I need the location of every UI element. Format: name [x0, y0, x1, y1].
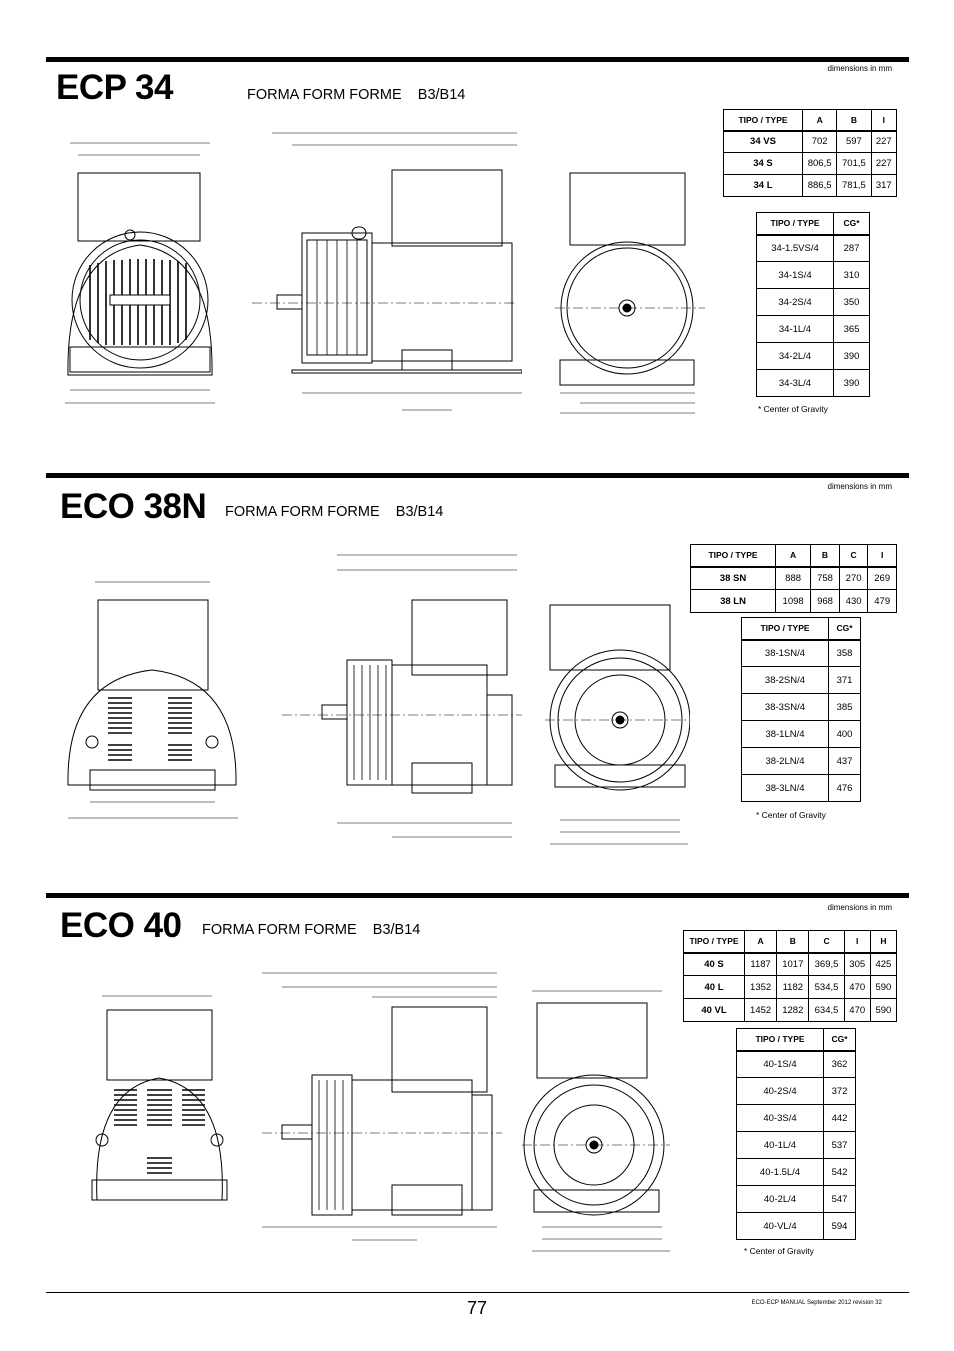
cell: 430	[839, 590, 868, 613]
table-row	[691, 590, 897, 613]
cell: 547	[824, 1186, 856, 1213]
cell: 40-1.5L/4	[737, 1159, 824, 1186]
col-header: CG*	[834, 213, 870, 235]
col-header: C	[809, 931, 844, 953]
cell: 38-1LN/4	[742, 721, 829, 748]
cell: 350	[834, 289, 870, 316]
eco38n-rear-view	[540, 600, 690, 850]
forma-label	[247, 87, 465, 103]
col-header: A	[776, 545, 811, 567]
table-row	[742, 748, 861, 775]
cell: 40-VL/4	[737, 1213, 824, 1240]
col-header: A	[803, 110, 837, 131]
section-title: ECP 34	[56, 68, 173, 107]
cell: 227	[871, 131, 896, 153]
cell: 40-2L/4	[737, 1186, 824, 1213]
forma-label	[202, 922, 420, 938]
table-row	[737, 1051, 856, 1078]
cg-footnote: * Center of Gravity	[744, 1246, 814, 1256]
eco40-side-view	[242, 965, 507, 1245]
footer-text: ECO-ECP MANUAL September 2012 revision 32	[751, 1300, 882, 1306]
cell: 442	[824, 1105, 856, 1132]
cell: 369,5	[809, 953, 844, 976]
dimensions-note: dimensions in mm	[827, 482, 892, 491]
col-header: CG*	[829, 618, 861, 640]
cell: 1352	[745, 976, 777, 999]
shape-code: B3/B14	[395, 504, 444, 520]
cell: 968	[811, 590, 840, 613]
table-row	[742, 721, 861, 748]
cell: 1098	[776, 590, 811, 613]
cg-footnote: * Center of Gravity	[758, 404, 828, 414]
table-row	[724, 153, 897, 175]
cell: 1282	[777, 999, 809, 1022]
cell: 38 SN	[691, 567, 776, 590]
cell: 470	[844, 999, 870, 1022]
eco38n-side-view	[262, 545, 527, 845]
col-header: TIPO / TYPE	[691, 545, 776, 567]
cell: 34 S	[724, 153, 803, 175]
section-divider	[46, 57, 909, 62]
table-row	[737, 1132, 856, 1159]
table-row	[757, 370, 870, 397]
ecp34-side-view	[232, 125, 522, 425]
cell: 34 VS	[724, 131, 803, 153]
cell: 597	[837, 131, 871, 153]
cell: 40 L	[684, 976, 745, 999]
dimension-table	[683, 930, 897, 1022]
col-header: B	[811, 545, 840, 567]
cell: 34-1S/4	[757, 262, 834, 289]
table-row	[757, 316, 870, 343]
cg-footnote: * Center of Gravity	[756, 810, 826, 820]
col-header: CG*	[824, 1029, 856, 1051]
table-row	[724, 131, 897, 153]
cell: 38-2LN/4	[742, 748, 829, 775]
cell: 470	[844, 976, 870, 999]
cell: 590	[870, 976, 896, 999]
table-row	[684, 953, 897, 976]
col-header: TIPO / TYPE	[684, 931, 745, 953]
cell: 594	[824, 1213, 856, 1240]
table-row	[737, 1159, 856, 1186]
cell: 542	[824, 1159, 856, 1186]
table-row	[757, 343, 870, 370]
table-row	[684, 999, 897, 1022]
cell: 888	[776, 567, 811, 590]
dimensions-note: dimensions in mm	[827, 903, 892, 912]
table-row	[737, 1213, 856, 1240]
cell: 40-2S/4	[737, 1078, 824, 1105]
cell: 40 S	[684, 953, 745, 976]
table-row	[757, 235, 870, 262]
table-row	[742, 775, 861, 802]
forma-text: FORMA FORM FORME	[202, 922, 357, 938]
col-header: C	[839, 545, 868, 567]
table-row	[742, 667, 861, 694]
cell: 305	[844, 953, 870, 976]
cell: 390	[834, 343, 870, 370]
cell: 781,5	[837, 175, 871, 197]
cell: 270	[839, 567, 868, 590]
cell: 701,5	[837, 153, 871, 175]
cg-table	[736, 1028, 856, 1240]
cell: 362	[824, 1051, 856, 1078]
cell: 34 L	[724, 175, 803, 197]
cell: 40-1L/4	[737, 1132, 824, 1159]
cell: 590	[870, 999, 896, 1022]
cell: 38-3LN/4	[742, 775, 829, 802]
eco40-front-view	[62, 990, 242, 1220]
ecp34-front-view	[60, 135, 220, 415]
cell: 40-3S/4	[737, 1105, 824, 1132]
table-row	[684, 976, 897, 999]
cell: 385	[829, 694, 861, 721]
cell: 38-3SN/4	[742, 694, 829, 721]
table-row	[737, 1186, 856, 1213]
cell: 537	[824, 1132, 856, 1159]
cell: 365	[834, 316, 870, 343]
cell: 390	[834, 370, 870, 397]
cell: 40 VL	[684, 999, 745, 1022]
cell: 702	[803, 131, 837, 153]
cell: 317	[871, 175, 896, 197]
cell: 634,5	[809, 999, 844, 1022]
section-title: ECO 38N	[60, 487, 207, 526]
cell: 269	[868, 567, 897, 590]
table-row	[691, 567, 897, 590]
table-row	[724, 175, 897, 197]
table-row	[737, 1078, 856, 1105]
col-header: TIPO / TYPE	[742, 618, 829, 640]
cell: 437	[829, 748, 861, 775]
cell: 34-1L/4	[757, 316, 834, 343]
dimension-table	[723, 109, 897, 197]
col-header: I	[844, 931, 870, 953]
col-header: B	[777, 931, 809, 953]
dimensions-note: dimensions in mm	[827, 64, 892, 73]
cell: 479	[868, 590, 897, 613]
table-row	[757, 289, 870, 316]
col-header: H	[870, 931, 896, 953]
section-divider	[46, 893, 909, 898]
col-header: I	[868, 545, 897, 567]
cg-table	[756, 212, 870, 397]
cell: 400	[829, 721, 861, 748]
cell: 476	[829, 775, 861, 802]
col-header: TIPO / TYPE	[737, 1029, 824, 1051]
cell: 34-2S/4	[757, 289, 834, 316]
cell: 1187	[745, 953, 777, 976]
cell: 372	[824, 1078, 856, 1105]
forma-text: FORMA FORM FORME	[225, 504, 380, 520]
col-header: TIPO / TYPE	[757, 213, 834, 235]
cell: 34-3L/4	[757, 370, 834, 397]
col-header: B	[837, 110, 871, 131]
cell: 310	[834, 262, 870, 289]
eco38n-front-view	[60, 570, 250, 835]
page-number: 77	[466, 1298, 488, 1318]
cell: 806,5	[803, 153, 837, 175]
eco40-rear-view	[522, 985, 672, 1255]
cell: 886,5	[803, 175, 837, 197]
table-row	[742, 694, 861, 721]
table-row	[757, 262, 870, 289]
dimension-table	[690, 544, 897, 613]
col-header: I	[871, 110, 896, 131]
shape-code: B3/B14	[372, 922, 421, 938]
section-divider	[46, 473, 909, 478]
shape-code: B3/B14	[417, 87, 466, 103]
cell: 40-1S/4	[737, 1051, 824, 1078]
cell: 371	[829, 667, 861, 694]
ecp34-rear-view	[540, 165, 715, 420]
cell: 1182	[777, 976, 809, 999]
cg-table	[741, 617, 861, 802]
section-title: ECO 40	[60, 906, 182, 945]
cell: 227	[871, 153, 896, 175]
forma-text: FORMA FORM FORME	[247, 87, 402, 103]
cell: 38 LN	[691, 590, 776, 613]
table-row	[737, 1105, 856, 1132]
col-header: A	[745, 931, 777, 953]
cell: 534,5	[809, 976, 844, 999]
cell: 425	[870, 953, 896, 976]
footer-rule	[46, 1292, 909, 1293]
cell: 34-2L/4	[757, 343, 834, 370]
table-row	[742, 640, 861, 667]
cell: 287	[834, 235, 870, 262]
cell: 1452	[745, 999, 777, 1022]
col-header: TIPO / TYPE	[724, 110, 803, 131]
cell: 1017	[777, 953, 809, 976]
cell: 38-1SN/4	[742, 640, 829, 667]
cell: 34-1.5VS/4	[757, 235, 834, 262]
forma-label	[225, 504, 443, 520]
cell: 38-2SN/4	[742, 667, 829, 694]
cell: 758	[811, 567, 840, 590]
cell: 358	[829, 640, 861, 667]
